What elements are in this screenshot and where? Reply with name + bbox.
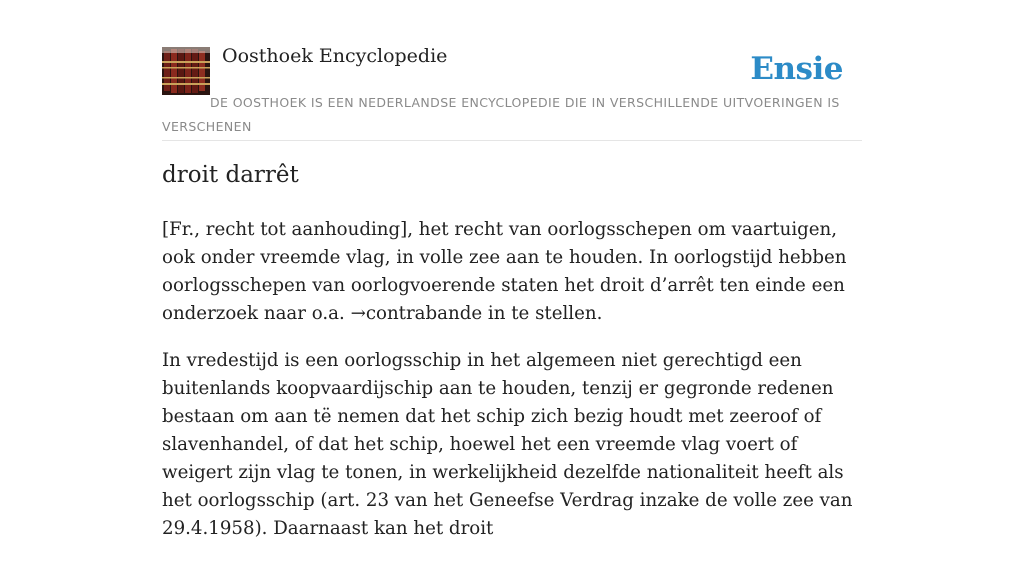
site-tagline: DE OOSTHOEK IS EEN NEDERLANDSE ENCYCLOPEDIE DIE IN VERSCHILLENDE UITVOERINGEN IS VERSCHENEN <box>162 95 840 134</box>
brand-logo-link[interactable]: Ensie <box>750 51 843 87</box>
cross-reference-label: contrabande <box>365 303 483 324</box>
paragraph-text: in te stellen. <box>482 303 603 324</box>
site-avatar[interactable] <box>162 47 210 95</box>
cross-reference-link[interactable] <box>351 303 483 324</box>
article-paragraph: In vredestijd is een oorlogsschip in het algemeen niet gerechtigd een buitenlands koopvaardijschip aan te houden, tenzij er gegronde redenen bestaan om aan të nemen dat het schip zich bezig houdt met zeeroof of slavenhandel, of dat het schip, hoewel het een vreemde vlag voert of weigert zijn vlag te tonen, in werkelijkheid dezelfde nationaliteit heeft als het oorlogsschip (art. 23 van het Geneefse Verdrag inzake de volle zee van 29.4.1958). Daarnaast kan het droit <box>162 350 853 539</box>
article-paragraph <box>162 216 872 328</box>
site-header <box>162 0 862 141</box>
arrow-right-icon: → <box>350 303 366 324</box>
book-spines-icon <box>162 47 210 95</box>
paragraph-text: [Fr., recht tot aanhouding], het recht van oorlogsschepen om vaartuigen, ook onder vreemde vlag, in volle zee aan te houden. In oorlogstijd hebben oorlogsschepen van oorlogvoerende staten het droit d’arrêt ten einde een onderzoek naar o.a. <box>162 219 847 324</box>
site-name-link[interactable]: Oosthoek Encyclopedie <box>222 45 448 67</box>
article-title: droit darrêt <box>162 162 299 188</box>
article-body <box>162 216 872 562</box>
page-container <box>162 0 862 539</box>
